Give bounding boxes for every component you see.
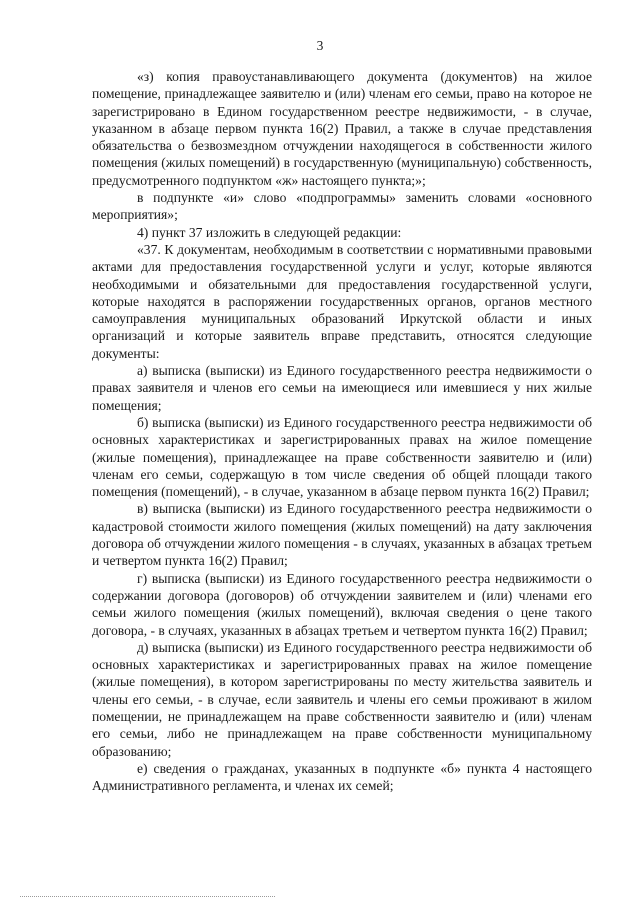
paragraph-item-4: 4) пункт 37 изложить в следующей редакции: — [137, 224, 402, 240]
list-item-b: б) выписка (выписки) из Единого государственного реестра недвижимости об основных характеристиках и зарегистрированных правах на жилое помещение (жилые помещения), принадлежащее на праве собственности заявителю и (или) членам его семьи, содержащую в том числе сведения об общей площади такого помещения (помещений), - в случае, указанном в абзаце первом пункта 16(2) Правил; — [92, 414, 592, 500]
list-item-a: а) выписка (выписки) из Единого государственного реестра недвижимости о правах заявителя и членов его семьи на имеющиеся или имевшиеся у них жилые помещения; — [92, 363, 592, 413]
paragraph-item-37-intro: «37. К документам, необходимым в соответствии с нормативными правовыми актами для предоставления государственной услуги и услуг, которые являются необходимыми и обязательными для предоставления государственной услуги, которые находятся в распоряжении государственных органов, органов местного самоуправления муниципальных образований Иркутской области и иных организаций и которые заявитель вправе представить, относятся следующие документы: — [92, 241, 592, 361]
page-number: 3 — [316, 38, 324, 53]
list-item-d: д) выписка (выписки) из Единого государственного реестра недвижимости об основных характеристиках и зарегистрированных правах на жилое помещение (жилые помещения), в котором зарегистрированы по месту жительства заявитель и члены его семьи, - в случае, если заявитель и члены его семьи проживают в жилом помещении, не принадлежащем на праве собственности заявителю и (или) членам его семьи, либо не принадлежащем на праве собственности муниципальному образованию; — [92, 639, 592, 759]
scan-edge-line — [20, 896, 275, 897]
list-item-v: в) выписка (выписки) из Единого государственного реестра недвижимости о кадастровой стоимости жилого помещения (жилых помещений) на дату заключения договора об отчуждении жилого помещения - в случаях, указанных в абзацах третьем и четвертом пункта 16(2) Правил; — [92, 501, 592, 569]
document-body — [92, 68, 592, 794]
list-item-e: е) сведения о гражданах, указанных в подпункте «б» пункта 4 настоящего Административного регламента, и членах их семей; — [92, 760, 592, 794]
list-item-g: г) выписка (выписки) из Единого государственного реестра недвижимости о содержании договора (договоров) об отчуждении заявителем и (или) членами его семьи жилого помещения (жилых помещений), включая сведения о цене такого договора, - в случаях, указанных в абзацах третьем и четвертом пункта 16(2) Правил; — [92, 570, 592, 638]
paragraph-z-copy-of-title-document: «з) копия правоустанавливающего документа (документов) на жилое помещение, принадлежащее заявителю и (или) членам его семьи, право на которое не зарегистрировано в Едином государственном реестре недвижимости, - в случае, указанном в абзаце первом пункта 16(2) Правил, а также в случае представления обязательства о безвозмездном отчуждении находящегося в собственности жилого помещения (жилых помещений) в государственную (муниципальную) собственность, предусмотренного подпунктом «ж» настоящего пункта;»; — [92, 69, 592, 188]
paragraph-subitem-i-amendment: в подпункте «и» слово «подпрограммы» заменить словами «основного мероприятия»; — [92, 190, 592, 223]
